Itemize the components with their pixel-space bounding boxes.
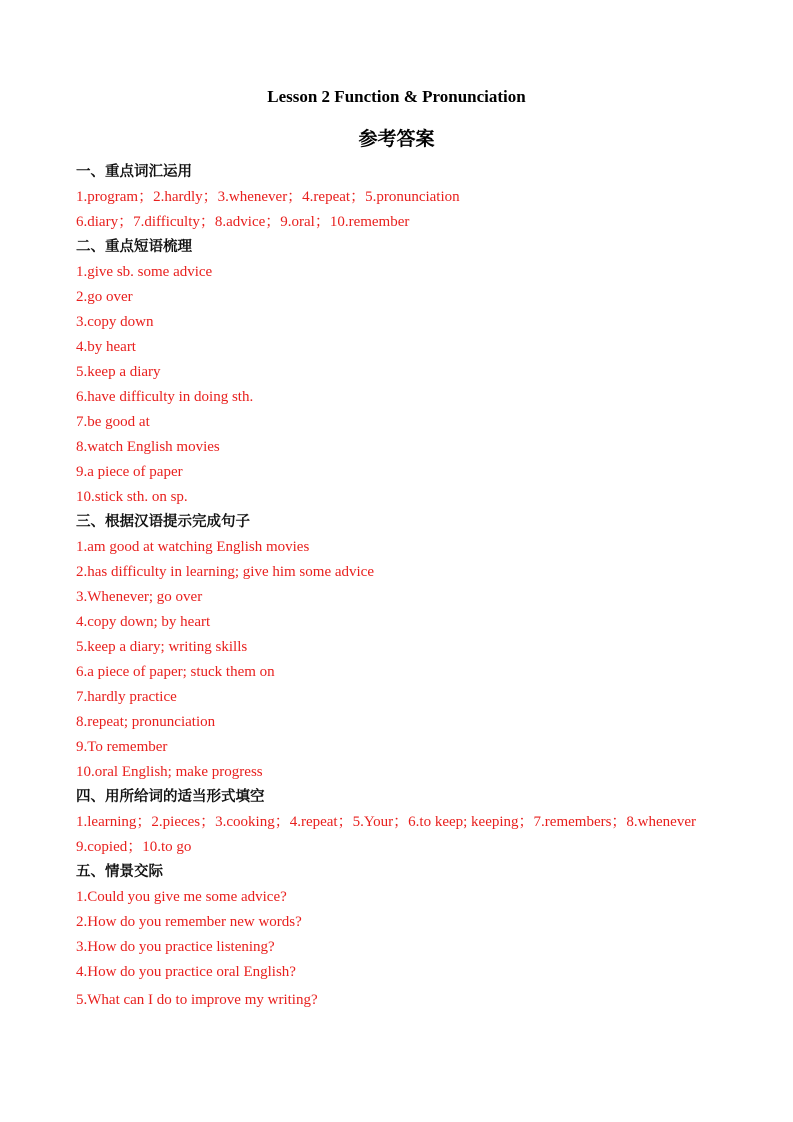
answer-line: 9.copied；10.to go bbox=[76, 839, 192, 855]
answer-line: 5.What can I do to improve my writing? bbox=[76, 992, 318, 1008]
section-heading: 五、情景交际 bbox=[76, 864, 163, 880]
answer-line: 6.a piece of paper; stuck them on bbox=[76, 664, 275, 680]
answer-line: 2.How do you remember new words? bbox=[76, 914, 302, 930]
answer-line: 1.Could you give me some advice? bbox=[76, 889, 287, 905]
answer-line: 9.a piece of paper bbox=[76, 464, 183, 480]
answer-line: 9.To remember bbox=[76, 739, 168, 755]
answer-line: 2.has difficulty in learning; give him some advice bbox=[76, 564, 374, 580]
document-title: Lesson 2 Function & Pronunciation bbox=[267, 87, 526, 106]
answer-line: 8.watch English movies bbox=[76, 439, 220, 455]
answer-line: 2.go over bbox=[76, 289, 133, 305]
answer-line: 8.repeat; pronunciation bbox=[76, 714, 216, 730]
answer-content bbox=[76, 160, 776, 1013]
section-heading: 四、用所给词的适当形式填空 bbox=[76, 789, 265, 805]
section-heading: 三、根据汉语提示完成句子 bbox=[76, 514, 250, 530]
answer-line: 1.give sb. some advice bbox=[76, 264, 213, 280]
answer-line: 1.am good at watching English movies bbox=[76, 539, 310, 555]
section-heading: 二、重点短语梳理 bbox=[76, 239, 192, 255]
answer-line: 10.stick sth. on sp. bbox=[76, 489, 188, 505]
section-heading: 一、重点词汇运用 bbox=[76, 164, 192, 180]
answer-line: 10.oral English; make progress bbox=[76, 764, 263, 780]
answer-key-subtitle: 参考答案 bbox=[358, 128, 435, 150]
answer-line: 1.program；2.hardly；3.whenever；4.repeat；5.pronunciation bbox=[76, 189, 460, 205]
answer-line: 4.copy down; by heart bbox=[76, 614, 211, 630]
answer-line: 1.learning；2.pieces；3.cooking；4.repeat；5.Your；6.to keep; keeping；7.remembers；8.whenever bbox=[76, 814, 696, 830]
answer-line: 3.copy down bbox=[76, 314, 154, 330]
answer-line: 5.keep a diary bbox=[76, 364, 161, 380]
answer-line: 7.be good at bbox=[76, 414, 150, 430]
answer-line: 3.Whenever; go over bbox=[76, 589, 203, 605]
answer-line: 4.How do you practice oral English? bbox=[76, 964, 296, 980]
answer-line: 6.have difficulty in doing sth. bbox=[76, 389, 254, 405]
answer-line: 7.hardly practice bbox=[76, 689, 177, 705]
answer-line: 5.keep a diary; writing skills bbox=[76, 639, 248, 655]
answer-line: 3.How do you practice listening? bbox=[76, 939, 275, 955]
answer-line: 4.by heart bbox=[76, 339, 136, 355]
answer-line: 6.diary；7.difficulty；8.advice；9.oral；10.remember bbox=[76, 214, 410, 230]
